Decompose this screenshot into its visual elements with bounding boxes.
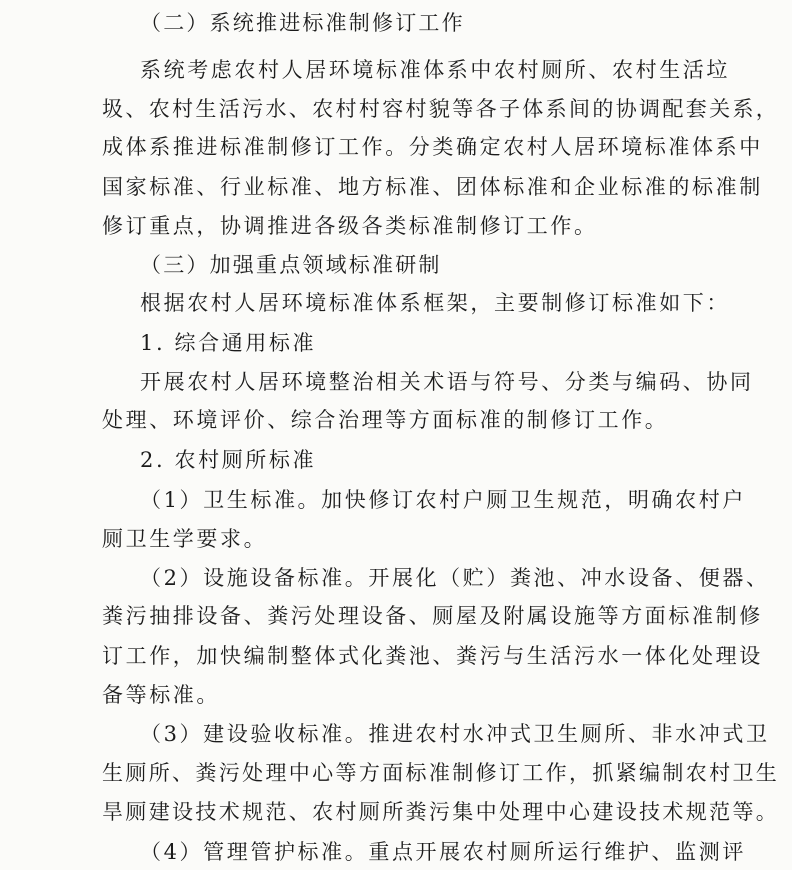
- section2-heading: （二）系统推进标准制修订工作: [140, 11, 465, 35]
- sub3-paragraph-line: 旱厕建设技术规范、农村厕所粪污集中处理中心建设技术规范等。: [102, 800, 780, 824]
- section2-paragraph-line: 修订重点，协调推进各级各类标准制修订工作。: [102, 214, 598, 238]
- item2-heading: 2. 农村厕所标准: [140, 448, 317, 472]
- sub2-paragraph-line: （2）设施设备标准。开展化（贮）粪池、冲水设备、便器、: [140, 566, 770, 590]
- sub2-paragraph-line: 备等标准。: [102, 683, 220, 707]
- item1-paragraph-line: 开展农村人居环境整治相关术语与符号、分类与编码、协同: [140, 370, 754, 394]
- item1-paragraph-line: 处理、环境评价、综合治理等方面标准的制修订工作。: [102, 408, 669, 432]
- sub4-paragraph-line: （4）管理管护标准。重点开展农村厕所运行维护、监测评: [140, 840, 746, 864]
- item1-heading: 1. 综合通用标准: [140, 331, 317, 355]
- section2-paragraph-line: 系统考虑农村人居环境标准体系中农村厕所、农村生活垃: [140, 58, 730, 82]
- section3-intro: 根据农村人居环境标准体系框架，主要制修订标准如下：: [140, 291, 730, 315]
- sub2-paragraph-line: 订工作，加快编制整体式化粪池、粪污与生活污水一体化处理设: [102, 644, 763, 668]
- section2-paragraph-line: 成体系推进标准制修订工作。分类确定农村人居环境标准体系中: [102, 135, 763, 159]
- sub1-paragraph-line: （1）卫生标准。加快修订农村户厕卫生规范，明确农村户: [140, 488, 746, 512]
- sub2-paragraph-line: 粪污抽排设备、粪污处理设备、厕屋及附属设施等方面标准制修: [102, 604, 763, 628]
- section2-paragraph-line: 圾、农村生活污水、农村村容村貌等各子体系间的协调配套关系，: [102, 97, 780, 121]
- sub3-paragraph-line: （3）建设验收标准。推进农村水冲式卫生厕所、非水冲式卫: [140, 722, 770, 746]
- section3-heading: （三）加强重点领域标准研制: [140, 253, 442, 277]
- sub1-paragraph-line: 厕卫生学要求。: [102, 527, 268, 551]
- sub3-paragraph-line: 生厕所、粪污处理中心等方面标准制修订工作，抓紧编制农村卫生: [102, 761, 780, 785]
- section2-paragraph-line: 国家标准、行业标准、地方标准、团体标准和企业标准的标准制: [102, 175, 763, 199]
